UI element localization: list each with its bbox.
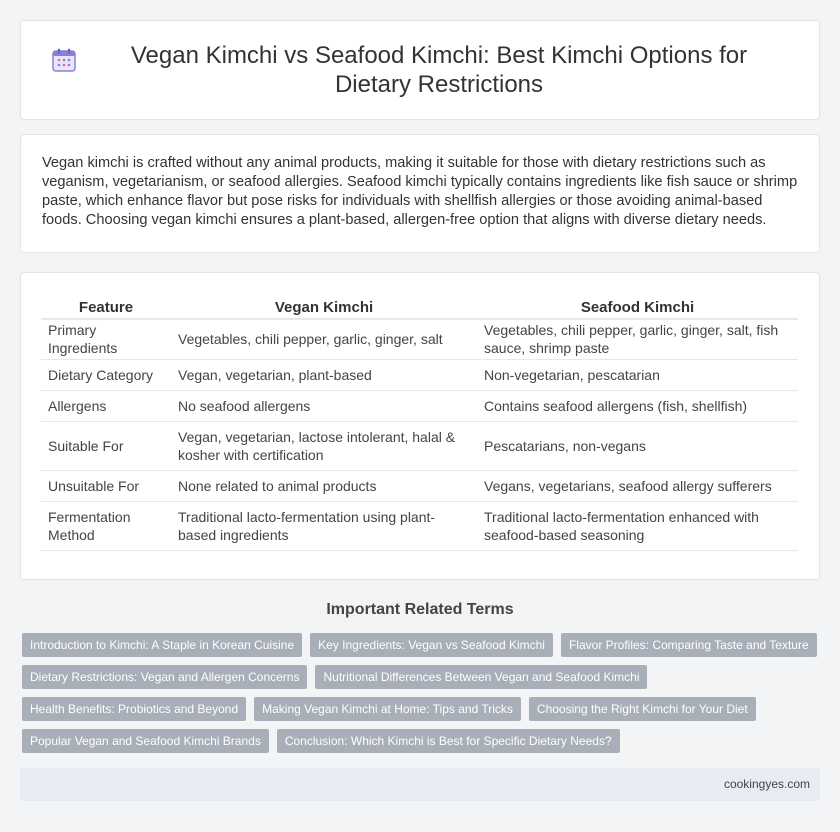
comparison-table (41, 295, 798, 551)
table-row (41, 319, 798, 359)
table-cell: Vegetables, chili pepper, garlic, ginger, salt (171, 319, 477, 359)
table-cell: Allergens (41, 390, 171, 421)
related-term-tag[interactable]: Conclusion: Which Kimchi is Best for Specific Dietary Needs? (277, 729, 620, 753)
title-card (20, 20, 820, 120)
table-cell: No seafood allergens (171, 390, 477, 421)
table-cell: Traditional lacto-fermentation enhanced with seafood-based seasoning (477, 501, 798, 550)
related-term-tag[interactable]: Nutritional Differences Between Vegan and Seafood Kimchi (315, 665, 647, 689)
table-cell: Non-vegetarian, pescatarian (477, 359, 798, 390)
page-title: Vegan Kimchi vs Seafood Kimchi: Best Kimchi Options for Dietary Restrictions (130, 42, 748, 98)
column-header-feature: Feature (41, 295, 171, 319)
related-terms-heading: Important Related Terms (326, 601, 514, 618)
table-row (41, 359, 798, 390)
intro-paragraph: Vegan kimchi is crafted without any animal products, making it suitable for those with dietary restrictions such as veganism, vegetarianism, or seafood allergies. Seafood kimchi typically contains ingredients like fish sauce or shrimp paste, which enhance flavor but pose risks for individuals with shellfish allergies or those avoiding animal-based foods. Choosing vegan kimchi ensures a plant-based, allergen-free option that aligns with diverse dietary needs. (42, 155, 798, 228)
table-cell: Suitable For (41, 421, 171, 470)
table-cell: Fermentation Method (41, 501, 171, 550)
column-header-vegan: Vegan Kimchi (171, 295, 477, 319)
table-cell: Contains seafood allergens (fish, shellfish) (477, 390, 798, 421)
table-cell: Vegetables, chili pepper, garlic, ginger, salt, fish sauce, shrimp paste (477, 319, 798, 359)
table-cell: Vegans, vegetarians, seafood allergy sufferers (477, 470, 798, 501)
table-row (41, 501, 798, 550)
related-term-tag[interactable]: Choosing the Right Kimchi for Your Diet (529, 697, 756, 721)
table-cell: Pescatarians, non-vegans (477, 421, 798, 470)
intro-card (20, 134, 820, 253)
related-term-tag[interactable]: Key Ingredients: Vegan vs Seafood Kimchi (310, 633, 553, 657)
table-header-row (41, 295, 798, 319)
related-term-tag[interactable]: Health Benefits: Probiotics and Beyond (22, 697, 246, 721)
table-row (41, 470, 798, 501)
footer (20, 768, 820, 801)
related-term-tag[interactable]: Introduction to Kimchi: A Staple in Korean Cuisine (22, 633, 302, 657)
footer-site-name[interactable]: cookingyes.com (723, 777, 810, 791)
comparison-card (20, 272, 820, 580)
table-cell: Traditional lacto-fermentation using plant-based ingredients (171, 501, 477, 550)
table-row (41, 421, 798, 470)
table-cell: Vegan, vegetarian, plant-based (171, 359, 477, 390)
table-cell: Primary Ingredients (41, 319, 171, 359)
table-cell: None related to animal products (171, 470, 477, 501)
related-terms-list (22, 633, 818, 753)
column-header-seafood: Seafood Kimchi (477, 295, 798, 319)
related-term-tag[interactable]: Popular Vegan and Seafood Kimchi Brands (22, 729, 269, 753)
table-cell: Vegan, vegetarian, lactose intolerant, halal & kosher with certification (171, 421, 477, 470)
table-cell: Unsuitable For (41, 470, 171, 501)
table-cell: Dietary Category (41, 359, 171, 390)
table-row (41, 390, 798, 421)
related-term-tag[interactable]: Dietary Restrictions: Vegan and Allergen Concerns (22, 665, 307, 689)
related-term-tag[interactable]: Flavor Profiles: Comparing Taste and Texture (561, 633, 817, 657)
related-term-tag[interactable]: Making Vegan Kimchi at Home: Tips and Tricks (254, 697, 521, 721)
